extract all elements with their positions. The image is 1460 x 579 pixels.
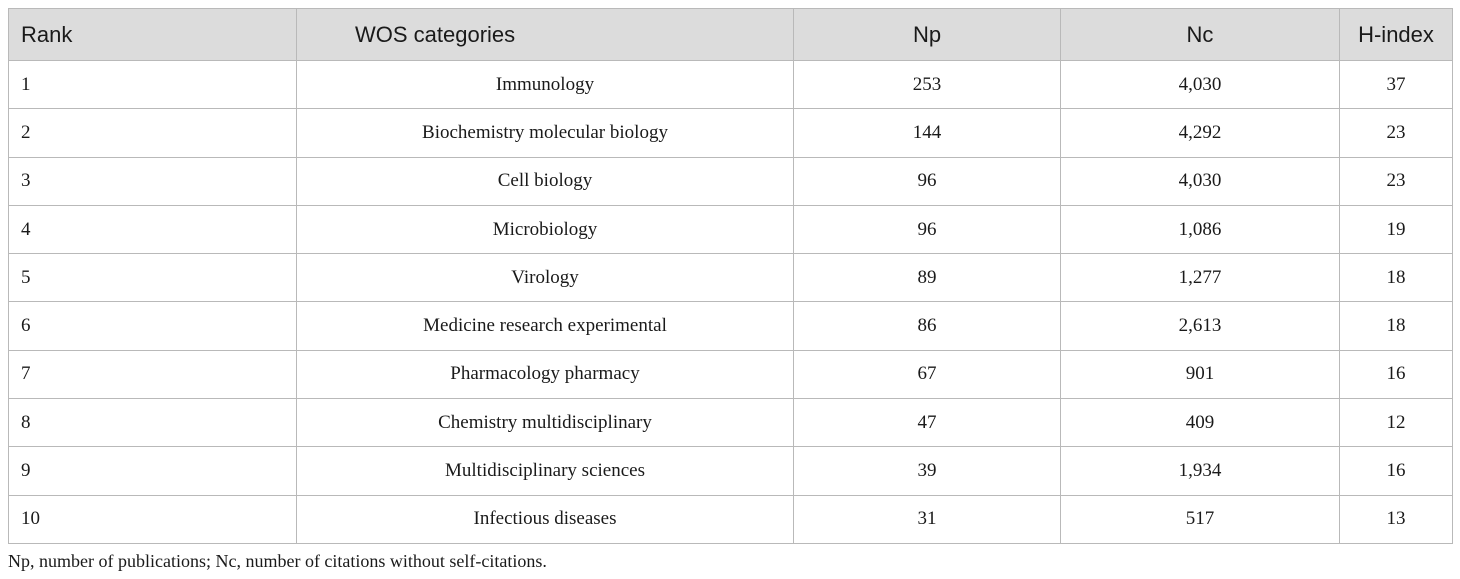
table-footnote: Np, number of publications; Nc, number of citations without self-citations. (8, 551, 547, 571)
cell-nc: 1,277 (1061, 254, 1340, 302)
table-row (9, 205, 1453, 253)
cell-np: 144 (794, 109, 1061, 157)
cell-rank: 5 (9, 254, 297, 302)
cell-h-index: 23 (1340, 109, 1453, 157)
cell-nc: 4,292 (1061, 109, 1340, 157)
cell-np: 47 (794, 399, 1061, 447)
cell-np: 96 (794, 205, 1061, 253)
table-row (9, 399, 1453, 447)
cell-rank: 2 (9, 109, 297, 157)
cell-h-index: 13 (1340, 495, 1453, 543)
cell-h-index: 18 (1340, 302, 1453, 350)
cell-h-index: 37 (1340, 61, 1453, 109)
cell-rank: 8 (9, 399, 297, 447)
cell-rank: 9 (9, 447, 297, 495)
cell-np: 31 (794, 495, 1061, 543)
table-row (9, 495, 1453, 543)
cell-np: 67 (794, 350, 1061, 398)
cell-nc: 409 (1061, 399, 1340, 447)
cell-rank: 3 (9, 157, 297, 205)
cell-h-index: 12 (1340, 399, 1453, 447)
table-row (9, 157, 1453, 205)
table-header-row (9, 9, 1453, 61)
table-row (9, 447, 1453, 495)
table-row (9, 254, 1453, 302)
cell-np: 253 (794, 61, 1061, 109)
table-row (9, 350, 1453, 398)
cell-rank: 6 (9, 302, 297, 350)
table-row (9, 109, 1453, 157)
cell-category: Biochemistry molecular biology (297, 109, 794, 157)
cell-np: 89 (794, 254, 1061, 302)
wos-categories-table (8, 8, 1453, 544)
cell-category: Chemistry multidisciplinary (297, 399, 794, 447)
cell-rank: 7 (9, 350, 297, 398)
header-wos-categories: WOS categories (297, 9, 794, 61)
cell-h-index: 16 (1340, 447, 1453, 495)
cell-h-index: 19 (1340, 205, 1453, 253)
cell-nc: 1,086 (1061, 205, 1340, 253)
cell-nc: 1,934 (1061, 447, 1340, 495)
cell-h-index: 23 (1340, 157, 1453, 205)
cell-h-index: 18 (1340, 254, 1453, 302)
cell-np: 86 (794, 302, 1061, 350)
cell-np: 96 (794, 157, 1061, 205)
cell-rank: 1 (9, 61, 297, 109)
cell-nc: 4,030 (1061, 157, 1340, 205)
cell-category: Cell biology (297, 157, 794, 205)
table-row (9, 61, 1453, 109)
cell-nc: 517 (1061, 495, 1340, 543)
cell-category: Multidisciplinary sciences (297, 447, 794, 495)
cell-category: Immunology (297, 61, 794, 109)
cell-rank: 10 (9, 495, 297, 543)
wos-categories-table-container (8, 8, 1452, 544)
cell-h-index: 16 (1340, 350, 1453, 398)
cell-category: Medicine research experimental (297, 302, 794, 350)
header-rank: Rank (9, 9, 297, 61)
cell-category: Pharmacology pharmacy (297, 350, 794, 398)
cell-nc: 901 (1061, 350, 1340, 398)
header-h-index: H-index (1340, 9, 1453, 61)
cell-category: Virology (297, 254, 794, 302)
cell-category: Microbiology (297, 205, 794, 253)
cell-rank: 4 (9, 205, 297, 253)
header-np: Np (794, 9, 1061, 61)
table-row (9, 302, 1453, 350)
header-nc: Nc (1061, 9, 1340, 61)
cell-np: 39 (794, 447, 1061, 495)
cell-nc: 4,030 (1061, 61, 1340, 109)
cell-category: Infectious diseases (297, 495, 794, 543)
cell-nc: 2,613 (1061, 302, 1340, 350)
